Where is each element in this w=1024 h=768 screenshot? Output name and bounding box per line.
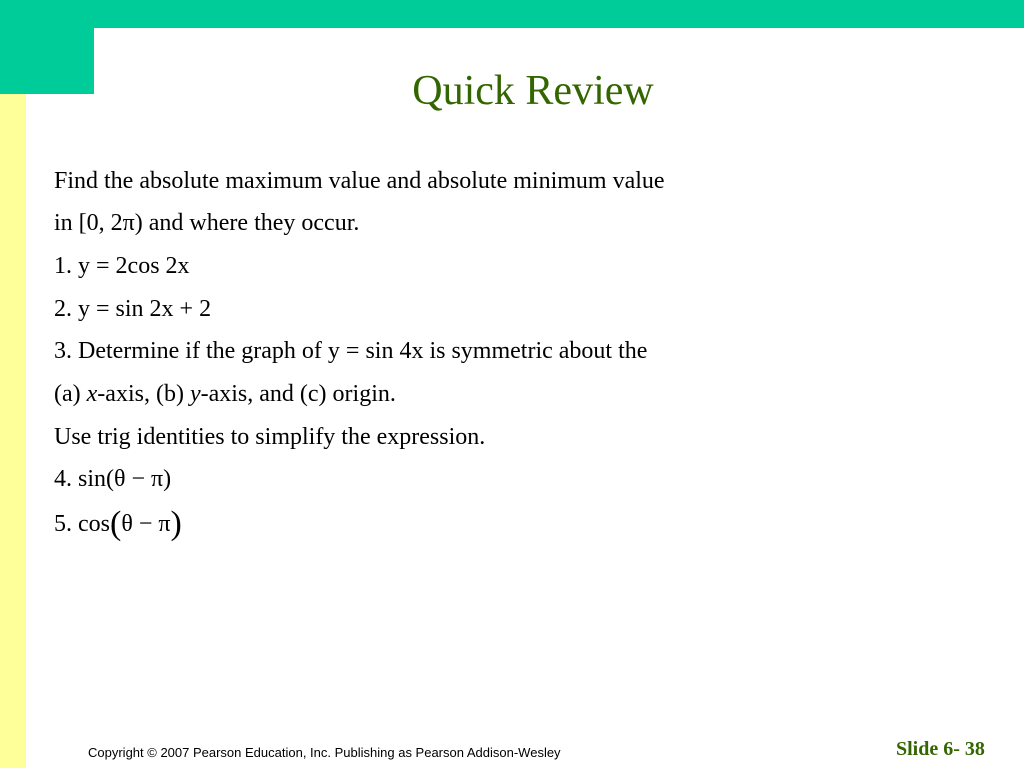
intro-suffix: and where they occur. [142,210,360,236]
intro-prefix: in [54,210,79,236]
item-1-number: 1. [54,253,78,279]
intro-line-1 [54,167,665,195]
item-3 [54,337,647,365]
copyright-footer: Copyright © 2007 Pearson Education, Inc. Publishing as Pearson Addison-Wesley [88,745,561,760]
item-1 [54,252,190,280]
item-4-expression: sin(θ − π) [78,466,172,492]
x-variable: x [86,381,98,407]
right-paren-glyph: ) [170,505,182,542]
y-variable: y [189,381,201,407]
item-1-expression: y = 2cos 2x [78,253,190,279]
option-a-label: (a) [54,381,87,407]
item-5-number: 5. [54,511,72,537]
option-mid: -axis, (b) [97,381,190,407]
item-2 [54,295,211,323]
item-5 [54,505,182,542]
item-3-prefix: 3. Determine if the graph of [54,338,328,364]
option-end: -axis, and (c) origin. [200,381,396,407]
top-accent-bar [0,0,1024,28]
item-4 [54,465,171,493]
slide-number: Slide 6- 38 [896,738,985,760]
left-accent-bar [0,94,26,768]
item-3-expression: y = sin 4x [327,338,424,364]
item-3-suffix: is symmetric about the [423,338,648,364]
item-4-number: 4. [54,466,72,492]
intro-line-2 [54,209,359,237]
section-text: Use trig identities to simplify the expression. [54,424,486,450]
left-paren-glyph: ( [110,505,122,542]
slide-title: Quick Review [412,68,654,114]
interval-expr: [0, 2π) [78,210,143,236]
item-3-options [54,380,396,408]
section-instruction [54,423,485,451]
item-5-argument: θ − π [121,511,171,537]
item-5-function: cos [78,511,110,537]
intro-text-1: Find the absolute maximum value and absolute minimum value [54,168,665,194]
item-2-expression: y = sin 2x + 2 [78,296,212,322]
item-2-number: 2. [54,296,78,322]
